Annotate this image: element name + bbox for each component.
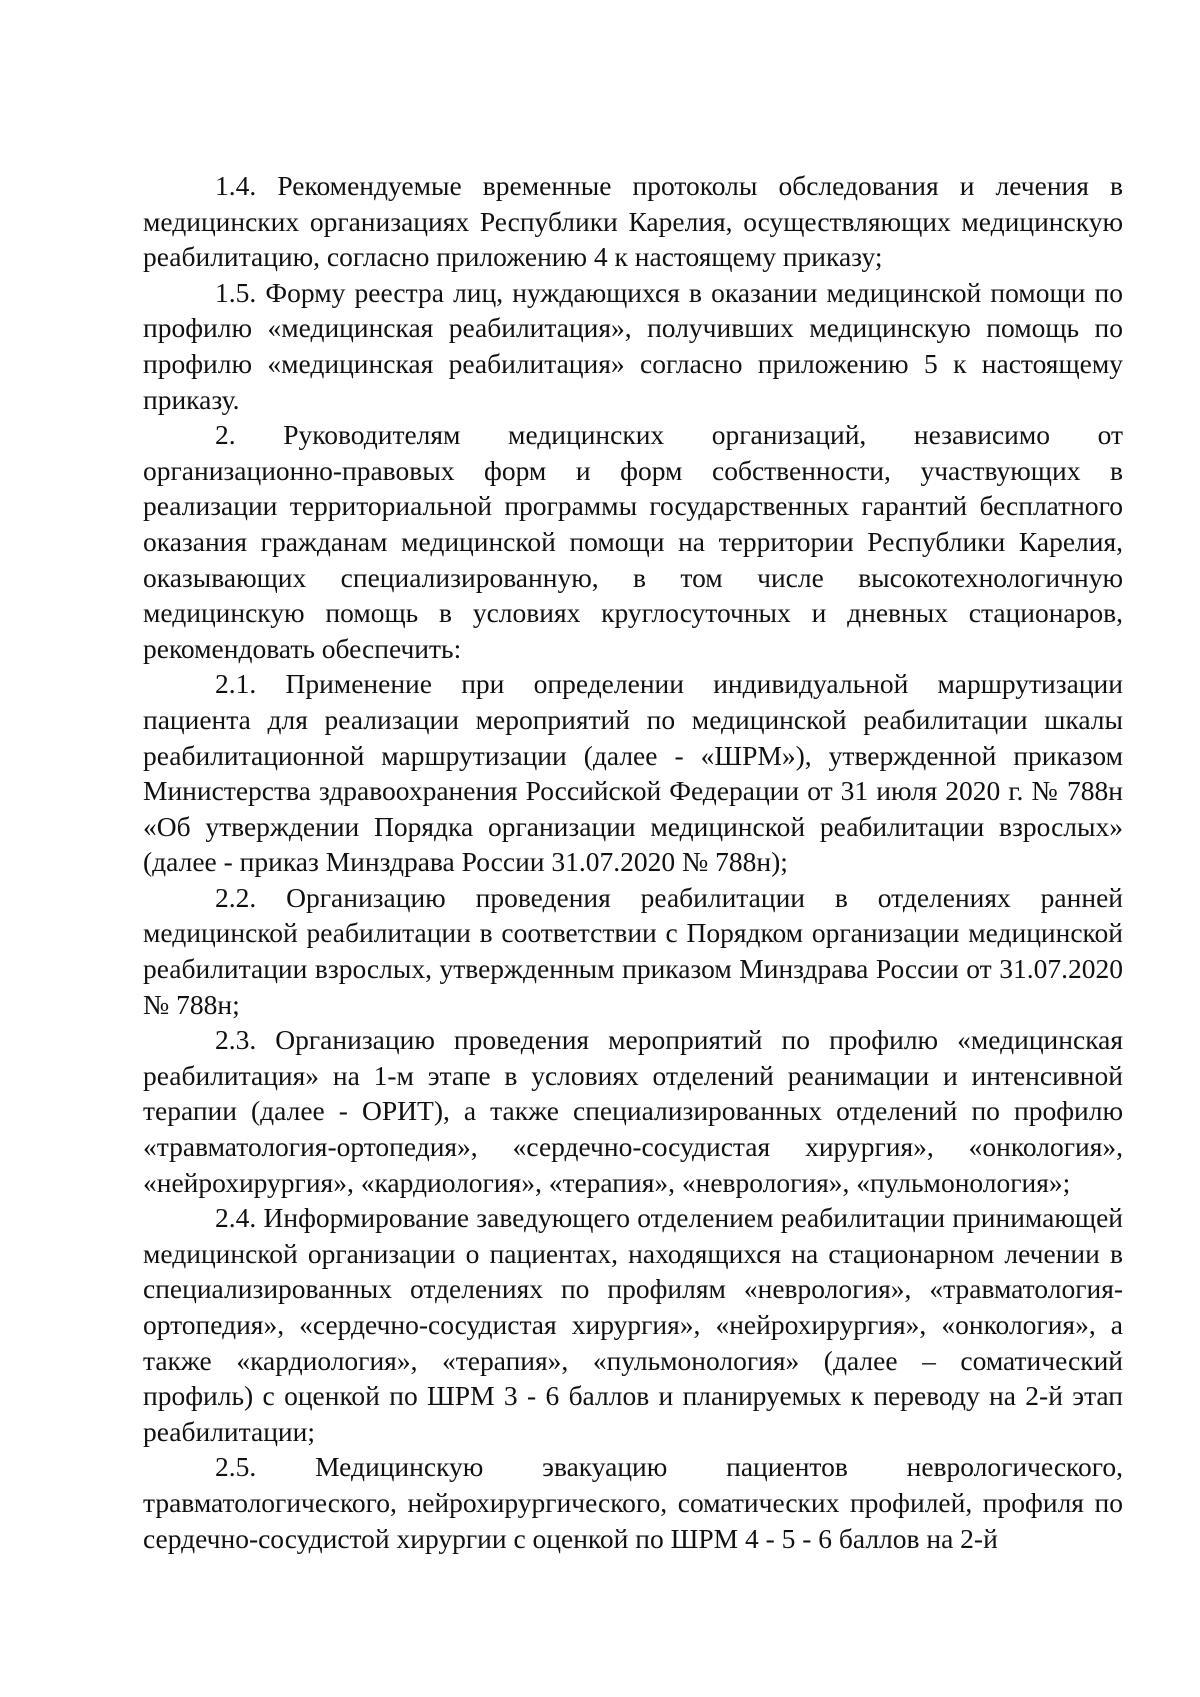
paragraph-1-5: 1.5. Форму реестра лиц, нуждающихся в оказании медицинской помощи по профилю «медицинская реабилитация», получивших медицинскую помощь по профилю «медицинская реабилитация» согласно приложению 5 к настоящему приказу. [143,276,1123,415]
paragraph-2-2: 2.2. Организацию проведения реабилитации в отделениях ранней медицинской реабилитации в соответствии с Порядком организации медицинской реабилитации взрослых, утвержденным приказом Минздрава России от 31.07.2020 № 788н; [143,881,1123,1020]
paragraph-2-4: 2.4. Информирование заведующего отделением реабилитации принимающей медицинской организации о пациентах, находящихся на стационарном лечении в специализированных отделениях по профилям «неврология», «травматология-ортопедия», «сердечно-сосудистая хирургия», «нейрохирургия», «онкология», а также «кардиология», «терапия», «пульмонология» (далее – соматический профиль) с оценкой по ШРМ 3 - 6 баллов и планируемых к переводу на 2-й этап реабилитации; [143,1202,1123,1447]
paragraph-1-4: 1.4. Рекомендуемые временные протоколы обследования и лечения в медицинских организациях Республики Карелия, осуществляющих медицинскую реабилитацию, согласно приложению 4 к настоящему приказу; [143,170,1123,273]
paragraph-2: 2. Руководителям медицинских организаций, независимо от организационно-правовых форм и форм собственности, участвующих в реализации территориальной программы государственных гарантий бесплатного оказания гражданам медицинской помощи на территории Республики Карелия, оказывающих специализированную, в том числе высокотехнологичную медицинскую помощь в условиях круглосуточных и дневных стационаров, рекомендовать обеспечить: [143,419,1123,664]
paragraph-2-3: 2.3. Организацию проведения мероприятий по профилю «медицинская реабилитация» на 1-м этапе в условиях отделений реанимации и интенсивной терапии (далее - ОРИТ), а также специализированных отделений по профилю «травматология-ортопедия», «сердечно-сосудистая хирургия», «онкология», «нейрохирургия», «кардиология», «терапия», «неврология», «пульмонология»; [143,1024,1123,1198]
paragraph-2-5: 2.5. Медицинскую эвакуацию пациентов неврологического, травматологического, нейрохирургического, соматических профилей, профиля по сердечно-сосудистой хирургии с оценкой по ШРМ 4 - 5 - 6 баллов на 2-й [143,1451,1123,1554]
document-body [143,168,1123,1556]
paragraph-2-1: 2.1. Применение при определении индивидуальной маршрутизации пациента для реализации мероприятий по медицинской реабилитации шкалы реабилитационной маршрутизации (далее - «ШРМ»), утвержденной приказом Министерства здравоохранения Российской Федерации от 31 июля 2020 г. № 788н «Об утверждении Порядка организации медицинской реабилитации взрослых» (далее - приказ Минздрава России 31.07.2020 № 788н); [143,668,1123,878]
